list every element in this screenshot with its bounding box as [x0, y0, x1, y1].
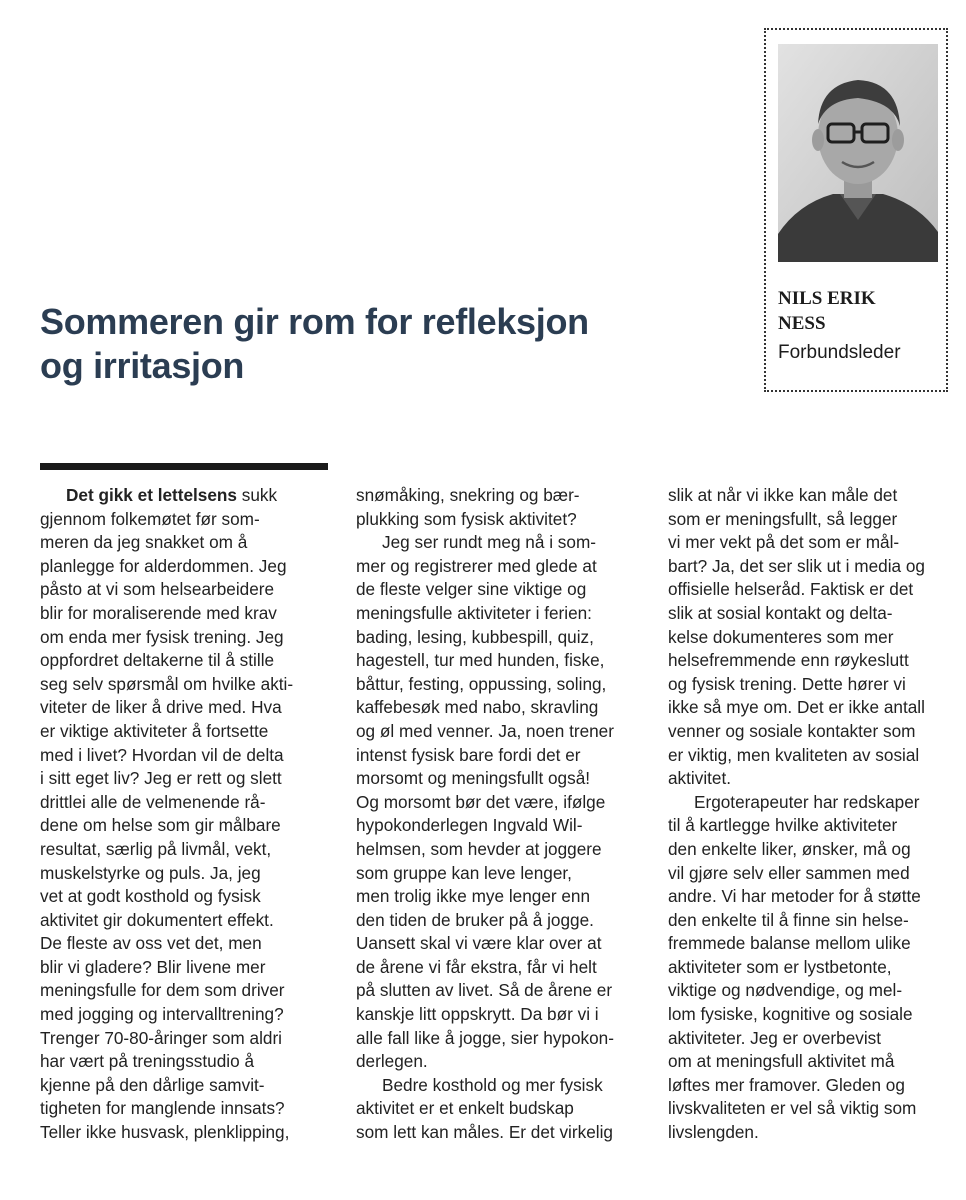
author-box: [764, 28, 948, 392]
paragraph: Bedre kosthold og mer fysisk aktivitet er et enkelt budskap som lett kan måles. Er det virkelig: [356, 1074, 613, 1143]
headline: Sommeren gir rom for refleksjon og irritasjon: [40, 301, 589, 386]
body-column-2: [356, 484, 646, 1145]
body-column-1: [40, 484, 330, 1145]
column-rule: [40, 463, 328, 470]
paragraph: Ergoterapeuter har redskaper til å kartlegge hvilke aktiviteter den enkelte liker, ønsker, må og vil gjøre selv eller sammen med andre. Vi har metoder for å støtte den enkelte til å finne sin helse- fremmede balanse mellom ulike aktiviteter som er lystbetonte, viktige og nødvendige, og mel- lom fysiske, kognitive og sosiale aktiviteter. Jeg er overbevist om at meningsfull aktivitet må løftes mer framover. Gleden og livskvaliteten er vel så viktig som livslengden.: [668, 791, 921, 1143]
paragraph: [40, 484, 330, 1145]
paragraph: Jeg ser rundt meg nå i som- mer og registrerer med glede at de fleste velger sine viktige og meningsfulle aktiviteter i ferien: bading, lesing, kubbespill, quiz, hagestell, tur med hunden, fiske, båttur, festing, oppussing, soling, kaffebesøk med nabo, skravling og øl med venner. Ja, noen trener intenst fysisk bare fordi det er morsomt og meningsfullt også! Og morsomt bør det være, ifølge hypokonderlegen Ingvald Wil- helmsen, som hevder at joggere som gruppe kan leve lenger, men trolig ikke mye lenger enn den tiden de bruker på å jogge. Uansett skal vi være klar over at de årene vi får ekstra, får vi helt på slutten av livet. Så de årene er kanskje litt oppskrytt. Da bør vi i alle fall like å jogge, sier hypokon- derlegen.: [356, 532, 614, 1072]
author-role: Forbundsleder: [778, 342, 901, 363]
paragraph: snømåking, snekring og bær- plukking som fysisk aktivitet?: [356, 485, 580, 529]
author-name: NILS ERIK NESS: [778, 288, 876, 334]
lead-in: Det gikk et lettelsens: [66, 485, 237, 505]
paragraph-text: sukk gjennom folkemøtet før som- meren da jeg snakket om å planlegge for alderdommen. Jeg påsto at vi som helsearbeidere blir for moraliserende med krav om enda mer fysisk trening. Jeg oppfordret deltakerne til å stille seg selv spørsmål om hvilke akti- viteter de liker å drive med. Hva er viktige aktiviteter å fortsette med i livet? Hvordan vil de delta i sitt eget liv? Jeg er rett og slett drittlei alle de velmenende rå- dene om helse som gir målbare resultat, særlig på livmål, vekt, muskelstyrke og puls. Ja, jeg vet at godt kosthold og fysisk aktivitet gir dokumentert effekt. De fleste av oss vet det, men blir vi gladere? Blir livene mer meningsfulle for dem som driver med jogging og intervalltrening? Trenger 70-80-åringer som aldri har vært på treningsstudio å kjenne på den dårlige samvit- tigheten for manglende innsats? Teller ikke husvask, plenklipping,: [40, 485, 294, 1143]
author-portrait: [778, 44, 938, 262]
author-portrait-illustration: [778, 44, 938, 262]
paragraph: slik at når vi ikke kan måle det som er meningsfullt, så legger vi mer vekt på det som er mål- bart? Ja, det ser slik ut i media og offisielle helseråd. Faktisk er det slik at sosial kontakt og delta- kelse dokumenteres som mer helsefremmende enn røykeslutt og fysisk trening. Dette hører vi ikke så mye om. Det er ikke antall venner og sosiale kontakter som er viktig, men kvaliteten av sosial aktivitet.: [668, 485, 925, 789]
body-column-3: [668, 484, 958, 1145]
